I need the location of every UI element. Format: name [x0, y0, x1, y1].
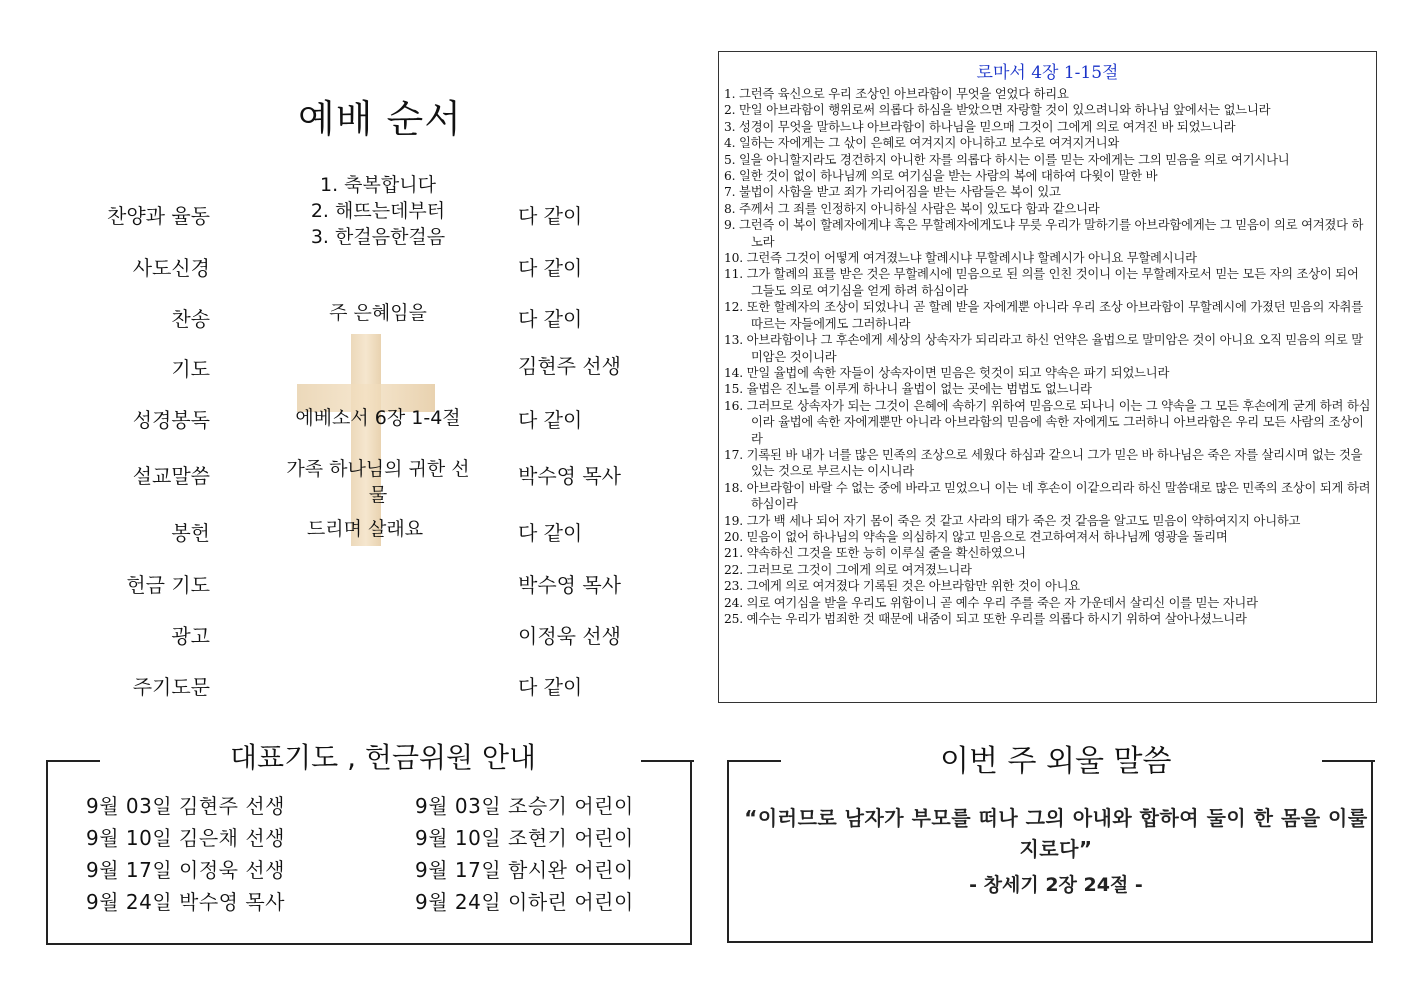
verse: 24. 의로 여기심을 받을 우리도 위함이니 곧 예수 우리 주를 죽은 자 가운데서 살리신 이를 믿는 자니라 [724, 595, 1258, 610]
verse: 13. 아브라함이나 그 후손에게 세상의 상속자가 되리라고 하신 언약은 율법으로 말미암은 것이 아니요 오직 믿음의 의로 말미암은 것이니라 [724, 333, 1363, 364]
worship-content-offering: 드리며 살래요 [306, 518, 424, 540]
prayer-row: 9월 24일 박수영 목사 [86, 890, 285, 914]
verse: 3. 성경이 무엇을 말하느냐 아브라함이 하나님을 믿으매 그것이 그에게 의로 여겨진 바 되었느니라 [724, 119, 1236, 134]
verse: 5. 일을 아니할지라도 경건하지 아니한 자를 의롭다 하시는 이를 믿는 자에게는 그의 믿음을 의로 여기시나니 [724, 152, 1290, 167]
praise-song-3: 3. 한걸음한걸음 [310, 226, 446, 248]
worship-leader-lords-prayer: 다 같이 [518, 675, 583, 699]
verse: 7. 불법이 사함을 받고 죄가 가리어짐을 받는 사람들은 복이 있고 [724, 185, 1061, 200]
box-top-border-left [46, 760, 100, 762]
verse-list [724, 86, 1372, 627]
verse: 2. 만일 아브라함이 행위로써 의롭다 하심을 받았으면 자랑할 것이 있으려니와 하나님 앞에서는 없느니라 [724, 103, 1271, 118]
praise-song-list [263, 172, 493, 250]
worship-label-offering-prayer: 헌금 기도 [126, 573, 210, 597]
verse: 25. 예수는 우리가 범죄한 것 때문에 내줌이 되고 또한 우리를 의롭다 하시기 위하여 살아나셨느니라 [724, 612, 1247, 626]
offering-row: 9월 10일 조현기 어린이 [415, 826, 634, 850]
worship-leader-offering: 다 같이 [518, 521, 583, 545]
offering-row: 9월 03일 조승기 어린이 [415, 794, 634, 818]
box-top-border-left [727, 760, 781, 762]
praise-song-2: 2. 해뜨는데부터 [310, 200, 446, 222]
verse: 17. 기록된 바 내가 너를 많은 민족의 조상으로 세웠다 하심과 같으니 그가 믿은 바 하나님은 죽은 자를 살리시며 없는 것을 있는 것으로 부르시는 이시니라 [724, 447, 1363, 479]
worship-content-sermon: 가족 하나님의 귀한 선물 [286, 458, 470, 506]
offering-row: 9월 17일 함시완 어린이 [415, 858, 634, 882]
cross-icon [297, 334, 435, 546]
worship-title: 예배 순서 [298, 97, 462, 141]
verse: 20. 믿음이 없어 하나님의 약속을 의심하지 않고 믿음으로 견고하여져서 하나님께 영광을 돌리며 [724, 529, 1228, 544]
worship-leader-creed: 다 같이 [518, 256, 583, 280]
scripture-title: 로마서 4장 1-15절 [976, 63, 1119, 83]
worship-label-prayer: 기도 [171, 357, 210, 381]
box-top-border-right [1322, 760, 1375, 762]
worship-label-lords-prayer: 주기도문 [132, 675, 210, 699]
verse: 8. 주께서 그 죄를 인정하지 아니하실 사람은 복이 있도다 함과 같으니라 [724, 201, 1100, 216]
scripture-box [718, 51, 1377, 703]
prayer-offering-box [46, 760, 692, 945]
prayer-row: 9월 10일 김은채 선생 [86, 826, 285, 850]
verse: 12. 또한 할례자의 조상이 되었나니 곧 할례 받을 자에게뿐 아니라 우리 조상 아브라함이 무할례시에 가졌던 믿음의 자취를 따르는 자들에게도 그러하니라 [724, 300, 1363, 331]
worship-label-announce: 광고 [171, 624, 210, 648]
verse: 21. 약속하신 그것을 또한 능히 이루실 줄을 확신하였으니 [724, 546, 1026, 561]
worship-content-reading: 에베소서 6장 1-4절 [295, 407, 461, 429]
memory-verse-text: “이러므로 남자가 부모를 떠나 그의 아내와 합하여 둘이 한 몸을 이룰지로다” [744, 806, 1368, 861]
worship-label-reading: 성경봉독 [132, 408, 210, 432]
verse: 18. 아브라함이 바랄 수 없는 중에 바라고 믿었으니 이는 네 후손이 이같으리라 하신 말씀대로 많은 민족의 조상이 되게 하려 하심이라 [724, 480, 1371, 512]
prayer-row: 9월 03일 김현주 선생 [86, 794, 285, 818]
verse: 15. 율법은 진노를 이루게 하나니 율법이 없는 곳에는 범법도 없느니라 [724, 382, 1092, 397]
verse: 23. 그에게 의로 여겨졌다 기록된 것은 아브라함만 위한 것이 아니요 [724, 579, 1080, 594]
worship-leader-sermon: 박수영 목사 [518, 464, 621, 488]
worship-label-sermon: 설교말씀 [132, 464, 210, 488]
worship-label-praise: 찬양과 율동 [107, 204, 210, 228]
worship-label-hymn: 찬송 [171, 307, 210, 331]
prayer-row: 9월 17일 이정욱 선생 [86, 858, 285, 882]
verse: 11. 그가 할례의 표를 받은 것은 무할례시에 믿음으로 된 의를 인친 것이니 이는 무할례자로서 믿는 모든 자의 조상이 되어 그들도 의로 여기심을 얻게 하려 하심이라 [724, 267, 1359, 298]
verse: 10. 그런즉 그것이 어떻게 여겨졌느냐 할례시냐 무할례시냐 할례시가 아니요 무할례시니라 [724, 251, 1197, 266]
box-top-border-right [641, 760, 694, 762]
verse: 1. 그런즉 육신으로 우리 조상인 아브라함이 무엇을 얻었다 하리요 [724, 87, 1069, 101]
praise-song-1: 1. 축복합니다 [320, 174, 436, 196]
verse: 16. 그러므로 상속자가 되는 그것이 은혜에 속하기 위하여 믿음으로 되나니 이는 그 약속을 그 모든 후손에게 굳게 하려 하심이라 율법에 속한 자에게뿐만 아니라 아브라함의 믿음에 속한 자에게도 그러하니 아브라함은 우리 모든 사람의 조상이라 [724, 398, 1371, 446]
verse: 22. 그러므로 그것이 그에게 의로 여겨졌느니라 [724, 562, 972, 577]
worship-leader-announce: 이정욱 선생 [518, 624, 621, 648]
prayer-offering-title: 대표기도 , 헌금위원 안내 [230, 741, 537, 774]
offering-row: 9월 24일 이하린 어린이 [415, 890, 634, 914]
verse: 4. 일하는 자에게는 그 삯이 은혜로 여겨지지 아니하고 보수로 여겨지거니와 [724, 136, 1120, 151]
worship-leader-offering-prayer: 박수영 목사 [518, 573, 621, 597]
memory-verse-title: 이번 주 외울 말씀 [940, 744, 1172, 779]
worship-leader-praise: 다 같이 [518, 204, 583, 228]
verse: 14. 만일 율법에 속한 자들이 상속자이면 믿음은 헛것이 되고 약속은 파기 되었느니라 [724, 365, 1170, 380]
worship-leader-hymn: 다 같이 [518, 307, 583, 331]
verse: 19. 그가 백 세나 되어 자기 몸이 죽은 것 같고 사라의 태가 죽은 것 같음을 알고도 믿음이 약하여지지 아니하고 [724, 513, 1301, 528]
worship-leader-reading: 다 같이 [518, 408, 583, 432]
worship-label-offering: 봉헌 [171, 521, 210, 545]
worship-leader-prayer: 김현주 선생 [518, 354, 621, 378]
verse: 6. 일한 것이 없이 하나님께 의로 여기심을 받는 사람의 복에 대하여 다윗이 말한 바 [724, 169, 1158, 184]
memory-verse-reference: - 창세기 2장 24절 - [969, 874, 1143, 896]
worship-content-hymn: 주 은혜임을 [329, 302, 427, 324]
worship-label-creed: 사도신경 [132, 256, 210, 280]
verse: 9. 그런즉 이 복이 할례자에게냐 혹은 무할례자에게도냐 무릇 우리가 말하기를 아브라함에게는 그 믿음이 의로 여겨졌다 하노라 [724, 218, 1364, 249]
